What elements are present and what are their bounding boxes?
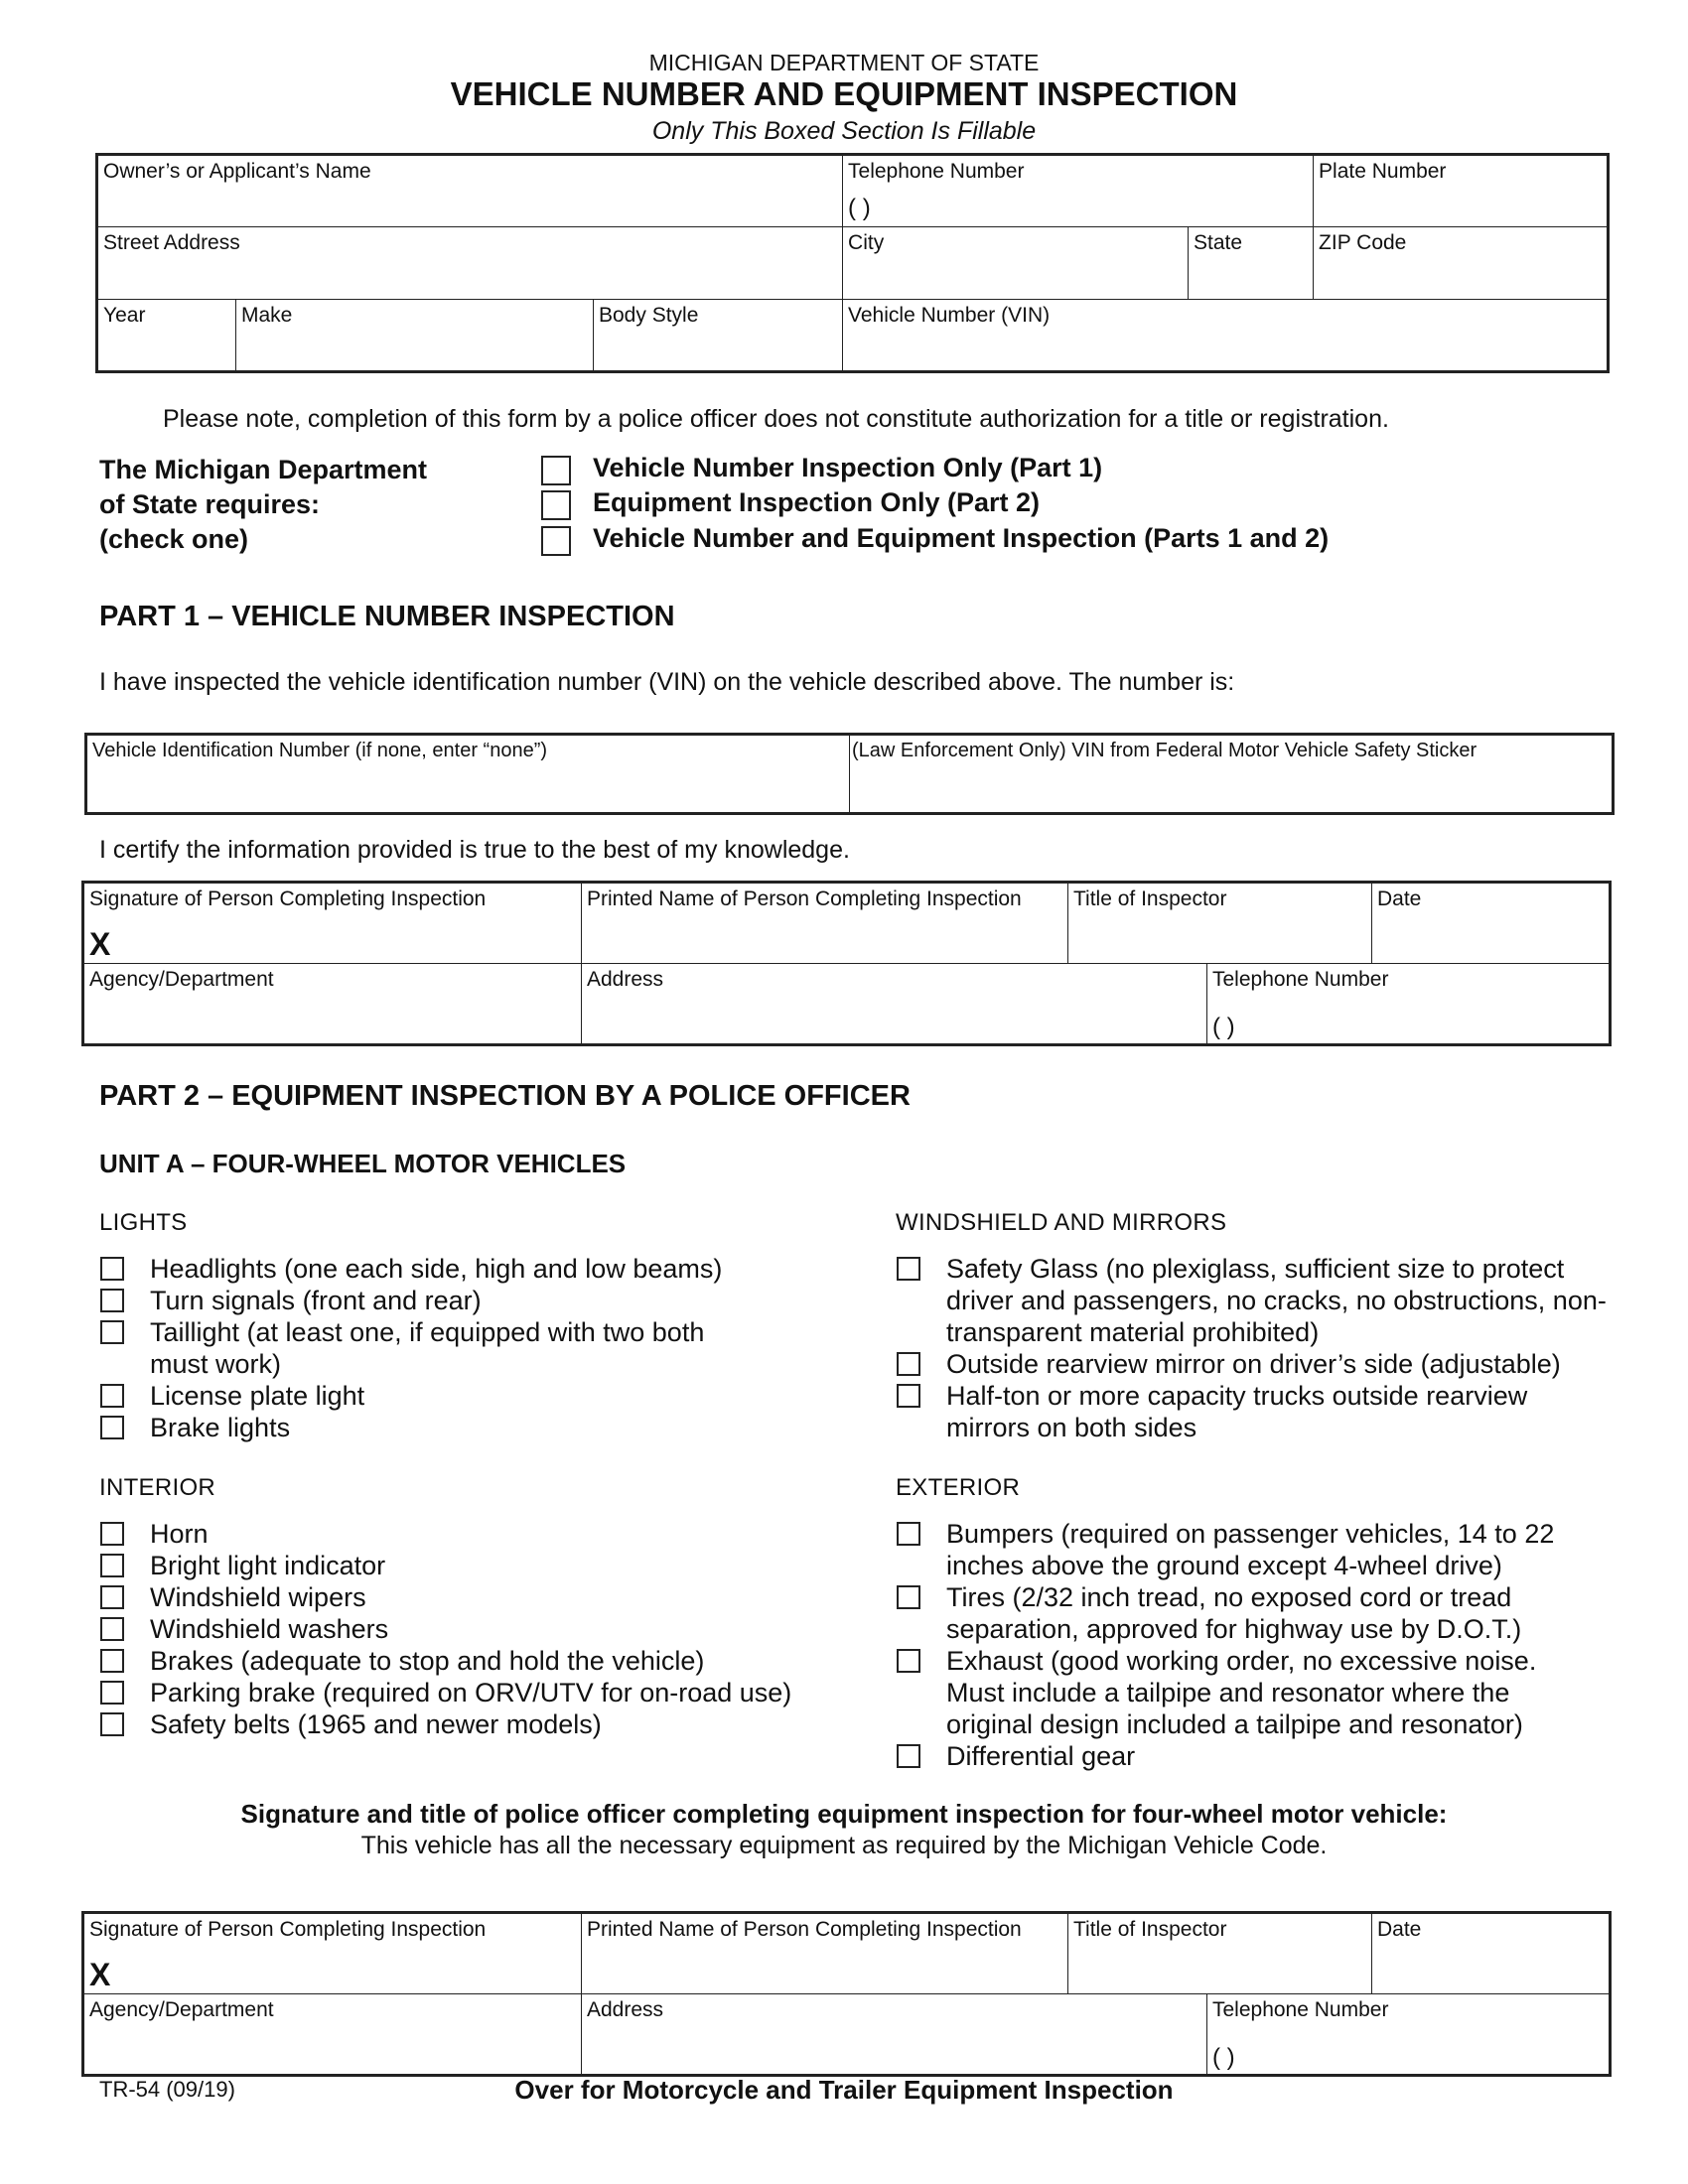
- inspector-title-field-2[interactable]: [1068, 1913, 1372, 1994]
- date-field-1[interactable]: [1372, 883, 1611, 964]
- checkbox[interactable]: [100, 1384, 124, 1408]
- interior-heading: INTERIOR: [99, 1474, 216, 1501]
- lights-heading: LIGHTS: [99, 1209, 188, 1236]
- requires-label: [99, 453, 427, 557]
- plate-number-field[interactable]: [1314, 155, 1609, 227]
- option-both-checkbox[interactable]: [541, 526, 571, 556]
- checkbox[interactable]: [897, 1257, 920, 1281]
- dept-name: MICHIGAN DEPARTMENT OF STATE: [648, 50, 1040, 75]
- item-label: Safety belts (1965 and newer models): [150, 1709, 602, 1739]
- requires-line-3: (check one): [99, 524, 249, 554]
- over-note: Over for Motorcycle and Trailer Equipment Inspection: [514, 2075, 1174, 2105]
- inspector-title-label-2: Title of Inspector: [1073, 1918, 1227, 1941]
- item-label: Exhaust (good working order, no excessive noise. Must include a tailpipe and resonator where the original design included a tailpipe and resonator): [946, 1646, 1537, 1739]
- item-label: Tires (2/32 inch tread, no exposed cord or tread separation, approved for highway use by D.O.T.): [946, 1582, 1522, 1644]
- checkbox[interactable]: [100, 1416, 124, 1439]
- printed-name-label-1: Printed Name of Person Completing Inspection: [587, 887, 1022, 910]
- telephone-field-2[interactable]: [1207, 1994, 1611, 2076]
- signature-label-2: Signature of Person Completing Inspection: [89, 1918, 487, 1941]
- year-field[interactable]: [97, 300, 236, 372]
- item-label: Half-ton or more capacity trucks outside rearview mirrors on both sides: [946, 1381, 1528, 1442]
- city-label: City: [848, 231, 885, 254]
- city-field[interactable]: [843, 227, 1189, 300]
- item-label: Brakes (adequate to stop and hold the vehicle): [150, 1646, 705, 1676]
- item-label: Brake lights: [150, 1413, 291, 1442]
- signature-field-1[interactable]: [83, 883, 582, 964]
- body-style-label: Body Style: [599, 304, 699, 327]
- vin-entry-field[interactable]: [86, 735, 850, 814]
- checkbox[interactable]: [100, 1712, 124, 1736]
- checkbox[interactable]: [100, 1554, 124, 1577]
- part2-heading: PART 2 – EQUIPMENT INSPECTION BY A POLICE OFFICER: [99, 1080, 911, 1112]
- item-label: Windshield washers: [150, 1614, 389, 1644]
- zip-label: ZIP Code: [1319, 231, 1407, 254]
- date-field-2[interactable]: [1372, 1913, 1611, 1994]
- telephone-label-2: Telephone Number: [1212, 1998, 1389, 2021]
- officer-statement: This vehicle has all the necessary equipment as required by the Michigan Vehicle Code.: [360, 1832, 1328, 1859]
- item-label: Bumpers (required on passenger vehicles, 14 to 22 inches above the ground except 4-wheel drive): [946, 1519, 1555, 1580]
- year-label: Year: [103, 304, 146, 327]
- item-label: License plate light: [150, 1381, 365, 1411]
- agency-field-2[interactable]: [83, 1994, 582, 2076]
- state-label: State: [1194, 231, 1243, 254]
- checkbox[interactable]: [897, 1649, 920, 1673]
- item-label: Differential gear: [946, 1741, 1136, 1771]
- checkbox[interactable]: [100, 1617, 124, 1641]
- telephone-field-1[interactable]: [1207, 964, 1611, 1045]
- exterior-heading: EXTERIOR: [896, 1474, 1021, 1501]
- option-part2-label: Equipment Inspection Only (Part 2): [593, 487, 1041, 517]
- part1-heading: PART 1 – VEHICLE NUMBER INSPECTION: [99, 601, 675, 632]
- phone-parens-1: ( ): [1212, 1014, 1235, 1040]
- certify-statement: I certify the information provided is true to the best of my knowledge.: [99, 836, 850, 864]
- checkbox[interactable]: [897, 1384, 920, 1408]
- option-part1-label: Vehicle Number Inspection Only (Part 1): [593, 453, 1103, 482]
- printed-name-field-1[interactable]: [582, 883, 1068, 964]
- owner-name-label: Owner’s or Applicant’s Name: [103, 160, 371, 183]
- checkbox[interactable]: [100, 1649, 124, 1673]
- checkbox[interactable]: [897, 1744, 920, 1768]
- street-address-field[interactable]: [97, 227, 843, 300]
- item-label: Windshield wipers: [150, 1582, 366, 1612]
- make-label: Make: [241, 304, 293, 327]
- agency-label-2: Agency/Department: [89, 1998, 274, 2021]
- requires-line-1: The Michigan Department: [99, 455, 428, 484]
- vin-sticker-label: (Law Enforcement Only) VIN from Federal Motor Vehicle Safety Sticker: [852, 740, 1477, 761]
- item-label: Bright light indicator: [150, 1551, 386, 1580]
- owner-telephone-field[interactable]: [843, 155, 1314, 227]
- street-label: Street Address: [103, 231, 240, 254]
- printed-name-field-2[interactable]: [582, 1913, 1068, 1994]
- signature-field-2[interactable]: [83, 1913, 582, 1994]
- option-part2-checkbox[interactable]: [541, 490, 571, 520]
- agency-field-1[interactable]: [83, 964, 582, 1045]
- item-label: Parking brake (required on ORV/UTV for on-road use): [150, 1678, 792, 1707]
- form-title: VEHICLE NUMBER AND EQUIPMENT INSPECTION: [450, 75, 1238, 112]
- body-style-field[interactable]: [594, 300, 843, 372]
- checkbox[interactable]: [897, 1522, 920, 1546]
- address-field-1[interactable]: [582, 964, 1207, 1045]
- item-label: Outside rearview mirror on driver’s side (adjustable): [946, 1349, 1561, 1379]
- address-label-1: Address: [587, 968, 664, 991]
- requires-line-2: of State requires:: [99, 489, 321, 519]
- signature-x-1: X: [89, 926, 111, 962]
- vin-label: Vehicle Number (VIN): [848, 304, 1051, 327]
- checkbox[interactable]: [100, 1289, 124, 1312]
- checkbox[interactable]: [100, 1681, 124, 1705]
- vin-table: [84, 733, 1615, 815]
- plate-label: Plate Number: [1319, 160, 1447, 183]
- date-label-1: Date: [1377, 887, 1422, 910]
- checkbox[interactable]: [100, 1320, 124, 1344]
- owner-info-box: [95, 153, 1610, 373]
- part1-statement: I have inspected the vehicle identification number (VIN) on the vehicle described above. The number is:: [99, 668, 1235, 696]
- make-field[interactable]: [236, 300, 594, 372]
- signature-block-1: [81, 881, 1612, 1046]
- vin-entry-label: Vehicle Identification Number (if none, enter “none”): [92, 740, 548, 761]
- telephone-label-1: Telephone Number: [1212, 968, 1389, 991]
- item-label: Turn signals (front and rear): [150, 1286, 482, 1315]
- option-both-label: Vehicle Number and Equipment Inspection (Parts 1 and 2): [593, 523, 1330, 553]
- checkbox[interactable]: [100, 1585, 124, 1609]
- owner-name-field[interactable]: [97, 155, 843, 227]
- signature-block-2: [81, 1911, 1612, 2077]
- telephone-label: Telephone Number: [848, 160, 1025, 183]
- windshield-heading: WINDSHIELD AND MIRRORS: [896, 1209, 1227, 1236]
- agency-label-1: Agency/Department: [89, 968, 274, 991]
- unit-a-heading: UNIT A – FOUR-WHEEL MOTOR VEHICLES: [99, 1149, 627, 1178]
- date-label-2: Date: [1377, 1918, 1422, 1941]
- option-part1-checkbox[interactable]: [541, 456, 571, 485]
- checkbox[interactable]: [897, 1585, 920, 1609]
- item-label: Taillight (at least one, if equipped with two both must work): [150, 1317, 705, 1379]
- address-label-2: Address: [587, 1998, 664, 2021]
- printed-name-label-2: Printed Name of Person Completing Inspection: [587, 1918, 1022, 1941]
- item-label: Safety Glass (no plexiglass, sufficient size to protect driver and passengers, no cracks, no obstructions, non-transparent material prohibited): [946, 1254, 1607, 1347]
- form-subtitle: Only This Boxed Section Is Fillable: [651, 117, 1037, 145]
- checkbox[interactable]: [897, 1352, 920, 1376]
- item-label: Headlights (one each side, high and low beams): [150, 1254, 723, 1284]
- phone-parens-2: ( ): [1212, 2044, 1235, 2071]
- signature-label-1: Signature of Person Completing Inspection: [89, 887, 487, 910]
- checkbox[interactable]: [100, 1257, 124, 1281]
- state-field[interactable]: [1189, 227, 1314, 300]
- phone-parens: ( ): [848, 195, 871, 221]
- signature-x-2: X: [89, 1957, 111, 1992]
- address-field-2[interactable]: [582, 1994, 1207, 2076]
- vin-field[interactable]: [843, 300, 1609, 372]
- item-label: Horn: [150, 1519, 209, 1549]
- form-id: TR-54 (09/19): [99, 2077, 235, 2102]
- inspector-title-label-1: Title of Inspector: [1073, 887, 1227, 910]
- officer-signature-heading: Signature and title of police officer completing equipment inspection for four-wheel motor vehicle:: [240, 1799, 1448, 1829]
- zip-field[interactable]: [1314, 227, 1609, 300]
- inspector-title-field-1[interactable]: [1068, 883, 1372, 964]
- checkbox[interactable]: [100, 1522, 124, 1546]
- authorization-note: Please note, completion of this form by a police officer does not constitute authorization for a title or registration.: [163, 405, 1389, 433]
- vin-sticker-field[interactable]: [850, 735, 1614, 814]
